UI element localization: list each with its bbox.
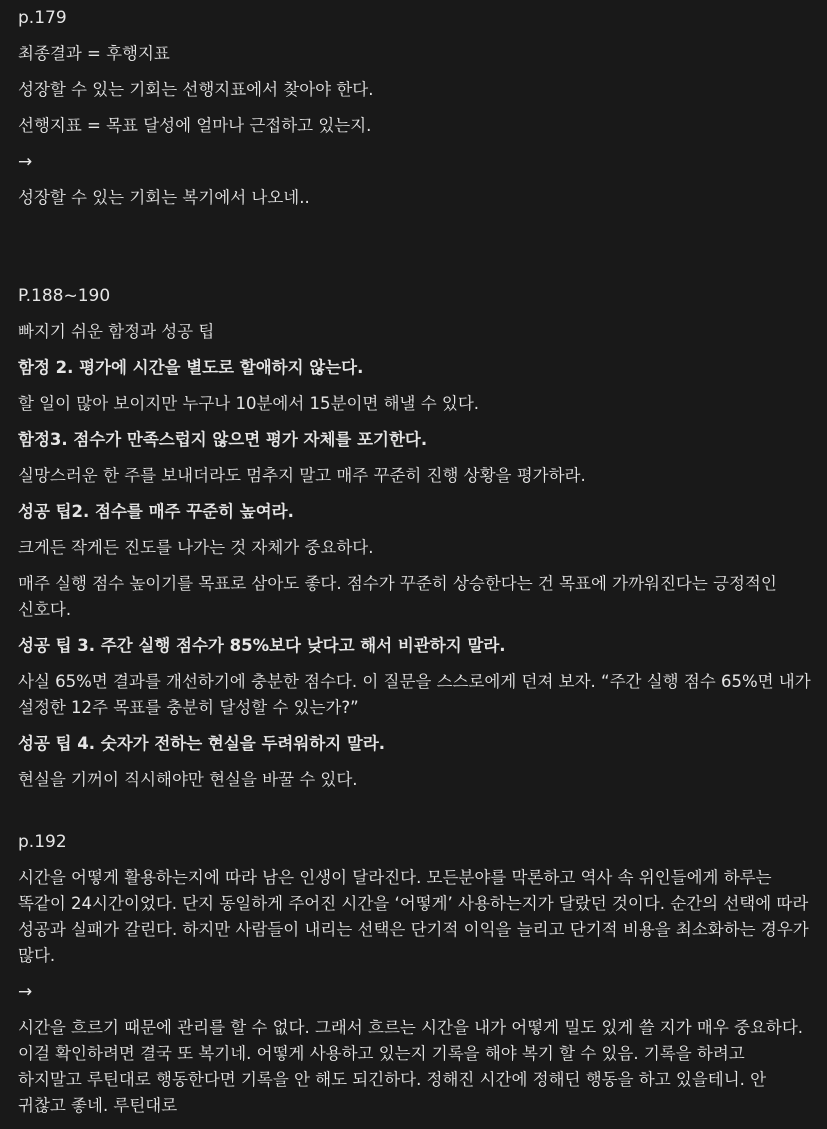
note-line: 매주 실행 점수 높이기를 목표로 삼아도 좋다. 점수가 꾸준히 상승한다는 건 목표에 가까워진다는 긍정적인 신호다. [18, 574, 777, 619]
arrow-marker: → [18, 982, 33, 1002]
note-line: 빠지기 쉬운 함정과 성공 팁 [18, 322, 215, 341]
note-line: 크게든 작게든 진도를 나가는 것 자체가 중요하다. [18, 538, 374, 557]
blank-space [18, 803, 813, 829]
note-line: 성장할 수 있는 기회는 복기에서 나오네.. [18, 188, 310, 207]
pitfall-heading: 함정 2. 평가에 시간을 별도로 할애하지 않는다. [18, 358, 364, 377]
blank-space [18, 221, 813, 283]
section-p179 [18, 5, 813, 211]
tip-heading: 성공 팁 3. 주간 실행 점수가 85%보다 낮다고 해서 비관하지 말라. [18, 636, 506, 655]
arrow-marker: → [18, 152, 33, 172]
page-reference: P.188~190 [18, 286, 111, 306]
note-page [18, 5, 813, 1129]
note-line: 실망스러운 한 주를 보내더라도 멈추지 말고 매주 꾸준히 진행 상황을 평가하라. [18, 466, 586, 485]
page-reference: p.192 [18, 832, 67, 852]
section-p192 [18, 829, 813, 1119]
note-line: 성장할 수 있는 기회는 선행지표에서 찾아야 한다. [18, 80, 374, 99]
note-line: 최종결과 = 후행지표 [18, 44, 170, 63]
page-reference: p.179 [18, 8, 67, 28]
section-p188-190 [18, 283, 813, 793]
note-line: 사실 65%면 결과를 개선하기에 충분한 점수다. 이 질문을 스스로에게 던져 보자. “주간 실행 점수 65%면 내가 설정한 12주 목표를 충분히 달성할 수 있는가?” [18, 672, 811, 717]
tip-heading: 성공 팁2. 점수를 매주 꾸준히 높여라. [18, 502, 294, 521]
note-paragraph: 시간을 어떻게 활용하는지에 따라 남은 인생이 달라진다. 모든분야를 막론하고 역사 속 위인들에게 하루는 똑같이 24시간이었다. 단지 동일하게 주어진 시간을 ‘어떻게’ 사용하는지가 달랐던 것이다. 순간의 선택에 따라 성공과 실패가 갈린다. 하지만 사람들이 내리는 선택은 단기적 이익을 늘리고 단기적 비용을 최소화하는 경우가 많다. [18, 868, 809, 965]
note-line: 선행지표 = 목표 달성에 얼마나 근접하고 있는지. [18, 116, 372, 135]
pitfall-heading: 함정3. 점수가 만족스럽지 않으면 평가 자체를 포기한다. [18, 430, 428, 449]
note-line: 할 일이 많아 보이지만 누구나 10분에서 15분이면 해낼 수 있다. [18, 394, 480, 413]
note-line: 현실을 기꺼이 직시해야만 현실을 바꿀 수 있다. [18, 770, 358, 789]
note-paragraph: 시간을 흐르기 때문에 관리를 할 수 없다. 그래서 흐르는 시간을 내가 어떻게 밀도 있게 쓸 지가 매우 중요하다. 이걸 확인하려면 결국 또 복기네. 어떻게 사용하고 있는지 기록을 해야 복기 할 수 있음. 기록을 하려고 하지말고 루틴대로 행동한다면 기록을 안 해도 되긴하다. 정해진 시간에 정해딘 행동을 하고 있을테니. 안 귀찮고 좋네. 루틴대로 [18, 1018, 804, 1115]
tip-heading: 성공 팁 4. 숫자가 전하는 현실을 두려워하지 말라. [18, 734, 386, 753]
